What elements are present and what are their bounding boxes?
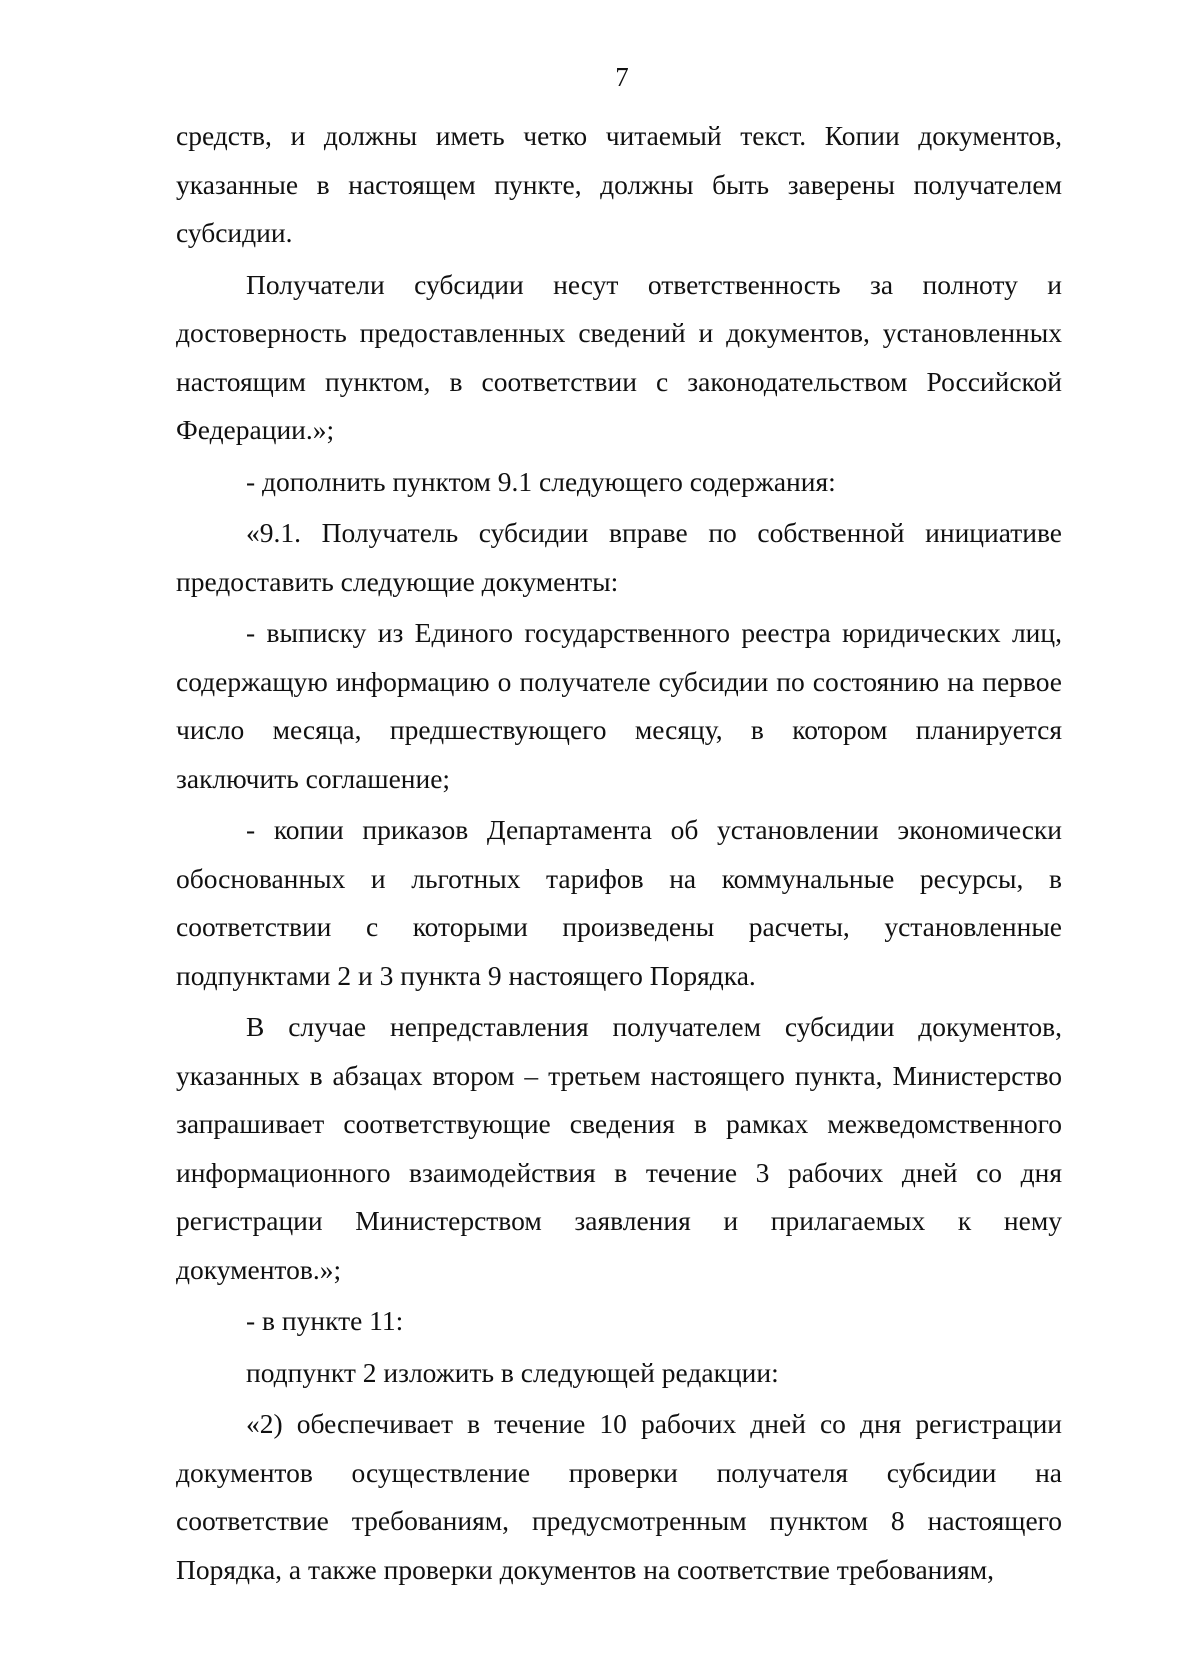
paragraph-continuation: средств, и должны иметь четко читаемый текст. Копии документов, указанные в настоящем пункте, должны быть заверены получателем субсидии.: [176, 120, 1062, 248]
paragraph-non-submission: В случае непредставления получателем субсидии документов, указанных в абзацах втором – третьем настоящего пункта, Министерство запрашивает соответствующие сведения в рамках межведомственного информационного взаимодействия в течение 3 рабочих дней со дня регистрации Министерством заявления и прилагаемых к нему документов.»;: [176, 1011, 1062, 1285]
document-body: [176, 112, 1062, 1594]
page-number: 7: [615, 62, 629, 92]
paragraph-egrul-extract: - выписку из Единого государственного реестра юридических лиц, содержащую информацию о получателе субсидии по состоянию на первое число месяца, предшествующего месяцу, в котором планируется заключить соглашение;: [176, 617, 1062, 794]
paragraph-point-11: - в пункте 11:: [246, 1305, 404, 1336]
paragraph-point-9-1: «9.1. Получатель субсидии вправе по собственной инициативе предоставить следующие документы:: [176, 517, 1062, 597]
paragraph-subpoint-2: «2) обеспечивает в течение 10 рабочих дней со дня регистрации документов осуществление проверки получателя субсидии на соответствие требованиям, предусмотренным пунктом 8 настоящего Порядка, а также проверки документов на соответствие требованиям,: [176, 1408, 1062, 1585]
paragraph-responsibility: Получатели субсидии несут ответственность за полноту и достоверность предоставленных сведений и документов, установленных настоящим пунктом, в соответствии с законодательством Российской Федерации.»;: [176, 268, 1062, 445]
paragraph-add-point-9-1: - дополнить пунктом 9.1 следующего содержания:: [246, 465, 836, 497]
paragraph-tariff-orders: - копии приказов Департамента об установлении экономически обоснованных и льготных тарифов на коммунальные ресурсы, в соответствии с которыми произведены расчеты, установленные подпунктами 2 и 3 пункта 9 настоящего Порядка.: [176, 814, 1062, 991]
paragraph-subpoint-2-intro: подпункт 2 изложить в следующей редакции:: [246, 1356, 779, 1388]
